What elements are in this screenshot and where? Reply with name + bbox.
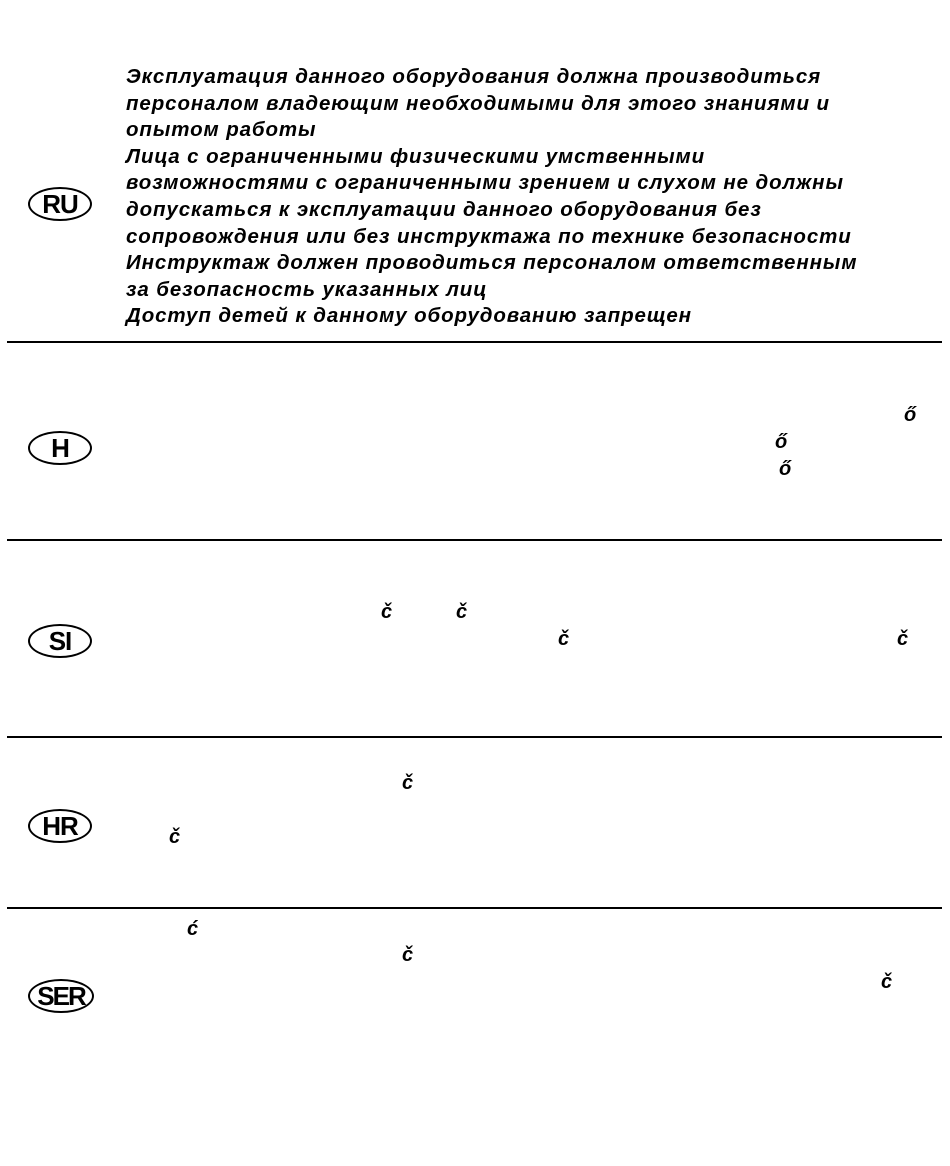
accent-character: č (169, 826, 181, 848)
language-badge-hr: HR (28, 809, 92, 843)
ru-text-line: Лица с ограниченными физическими умственными (126, 144, 706, 168)
accent-character: č (456, 601, 468, 623)
ru-text-line: опытом работы (126, 118, 317, 142)
accent-character: č (897, 628, 909, 650)
ru-text-line: Доступ детей к данному оборудованию запрещен (126, 304, 692, 328)
ru-text-line: допускаться к эксплуатации данного оборудования без (126, 197, 762, 221)
section-ser (0, 909, 950, 1166)
ru-text-line: сопровождения или без инструктажа по технике безопасности (126, 224, 852, 248)
ru-text-line: персоналом владеющим необходимыми для этого знаниями и (126, 91, 830, 115)
language-badge-ser: SER (28, 979, 94, 1013)
accent-character: č (402, 944, 414, 966)
section-ru (0, 0, 950, 342)
section-si (0, 541, 950, 737)
language-badge-si: SI (28, 624, 92, 658)
section-hr (0, 738, 950, 908)
ru-text-line: Эксплуатация данного оборудования должна производиться (126, 65, 822, 88)
accent-character: č (558, 628, 570, 650)
accent-character: č (381, 601, 393, 623)
accent-character: č (402, 772, 414, 794)
accent-character: č (881, 971, 893, 993)
accent-character: ć (187, 918, 199, 940)
ru-text-block (126, 64, 936, 330)
language-badge-ru: RU (28, 187, 92, 221)
language-badge-h: H (28, 431, 92, 465)
accent-character: ő (779, 458, 792, 480)
ru-text-line: Инструктаж должен проводиться персоналом ответственным (126, 251, 858, 275)
ru-text-line: возможностями с ограниченными зрением и слухом не должны (126, 171, 844, 195)
accent-character: ő (904, 404, 917, 426)
ru-text-line: за безопасность указанных лиц (126, 277, 488, 301)
accent-character: ő (775, 431, 788, 453)
section-h (0, 343, 950, 540)
